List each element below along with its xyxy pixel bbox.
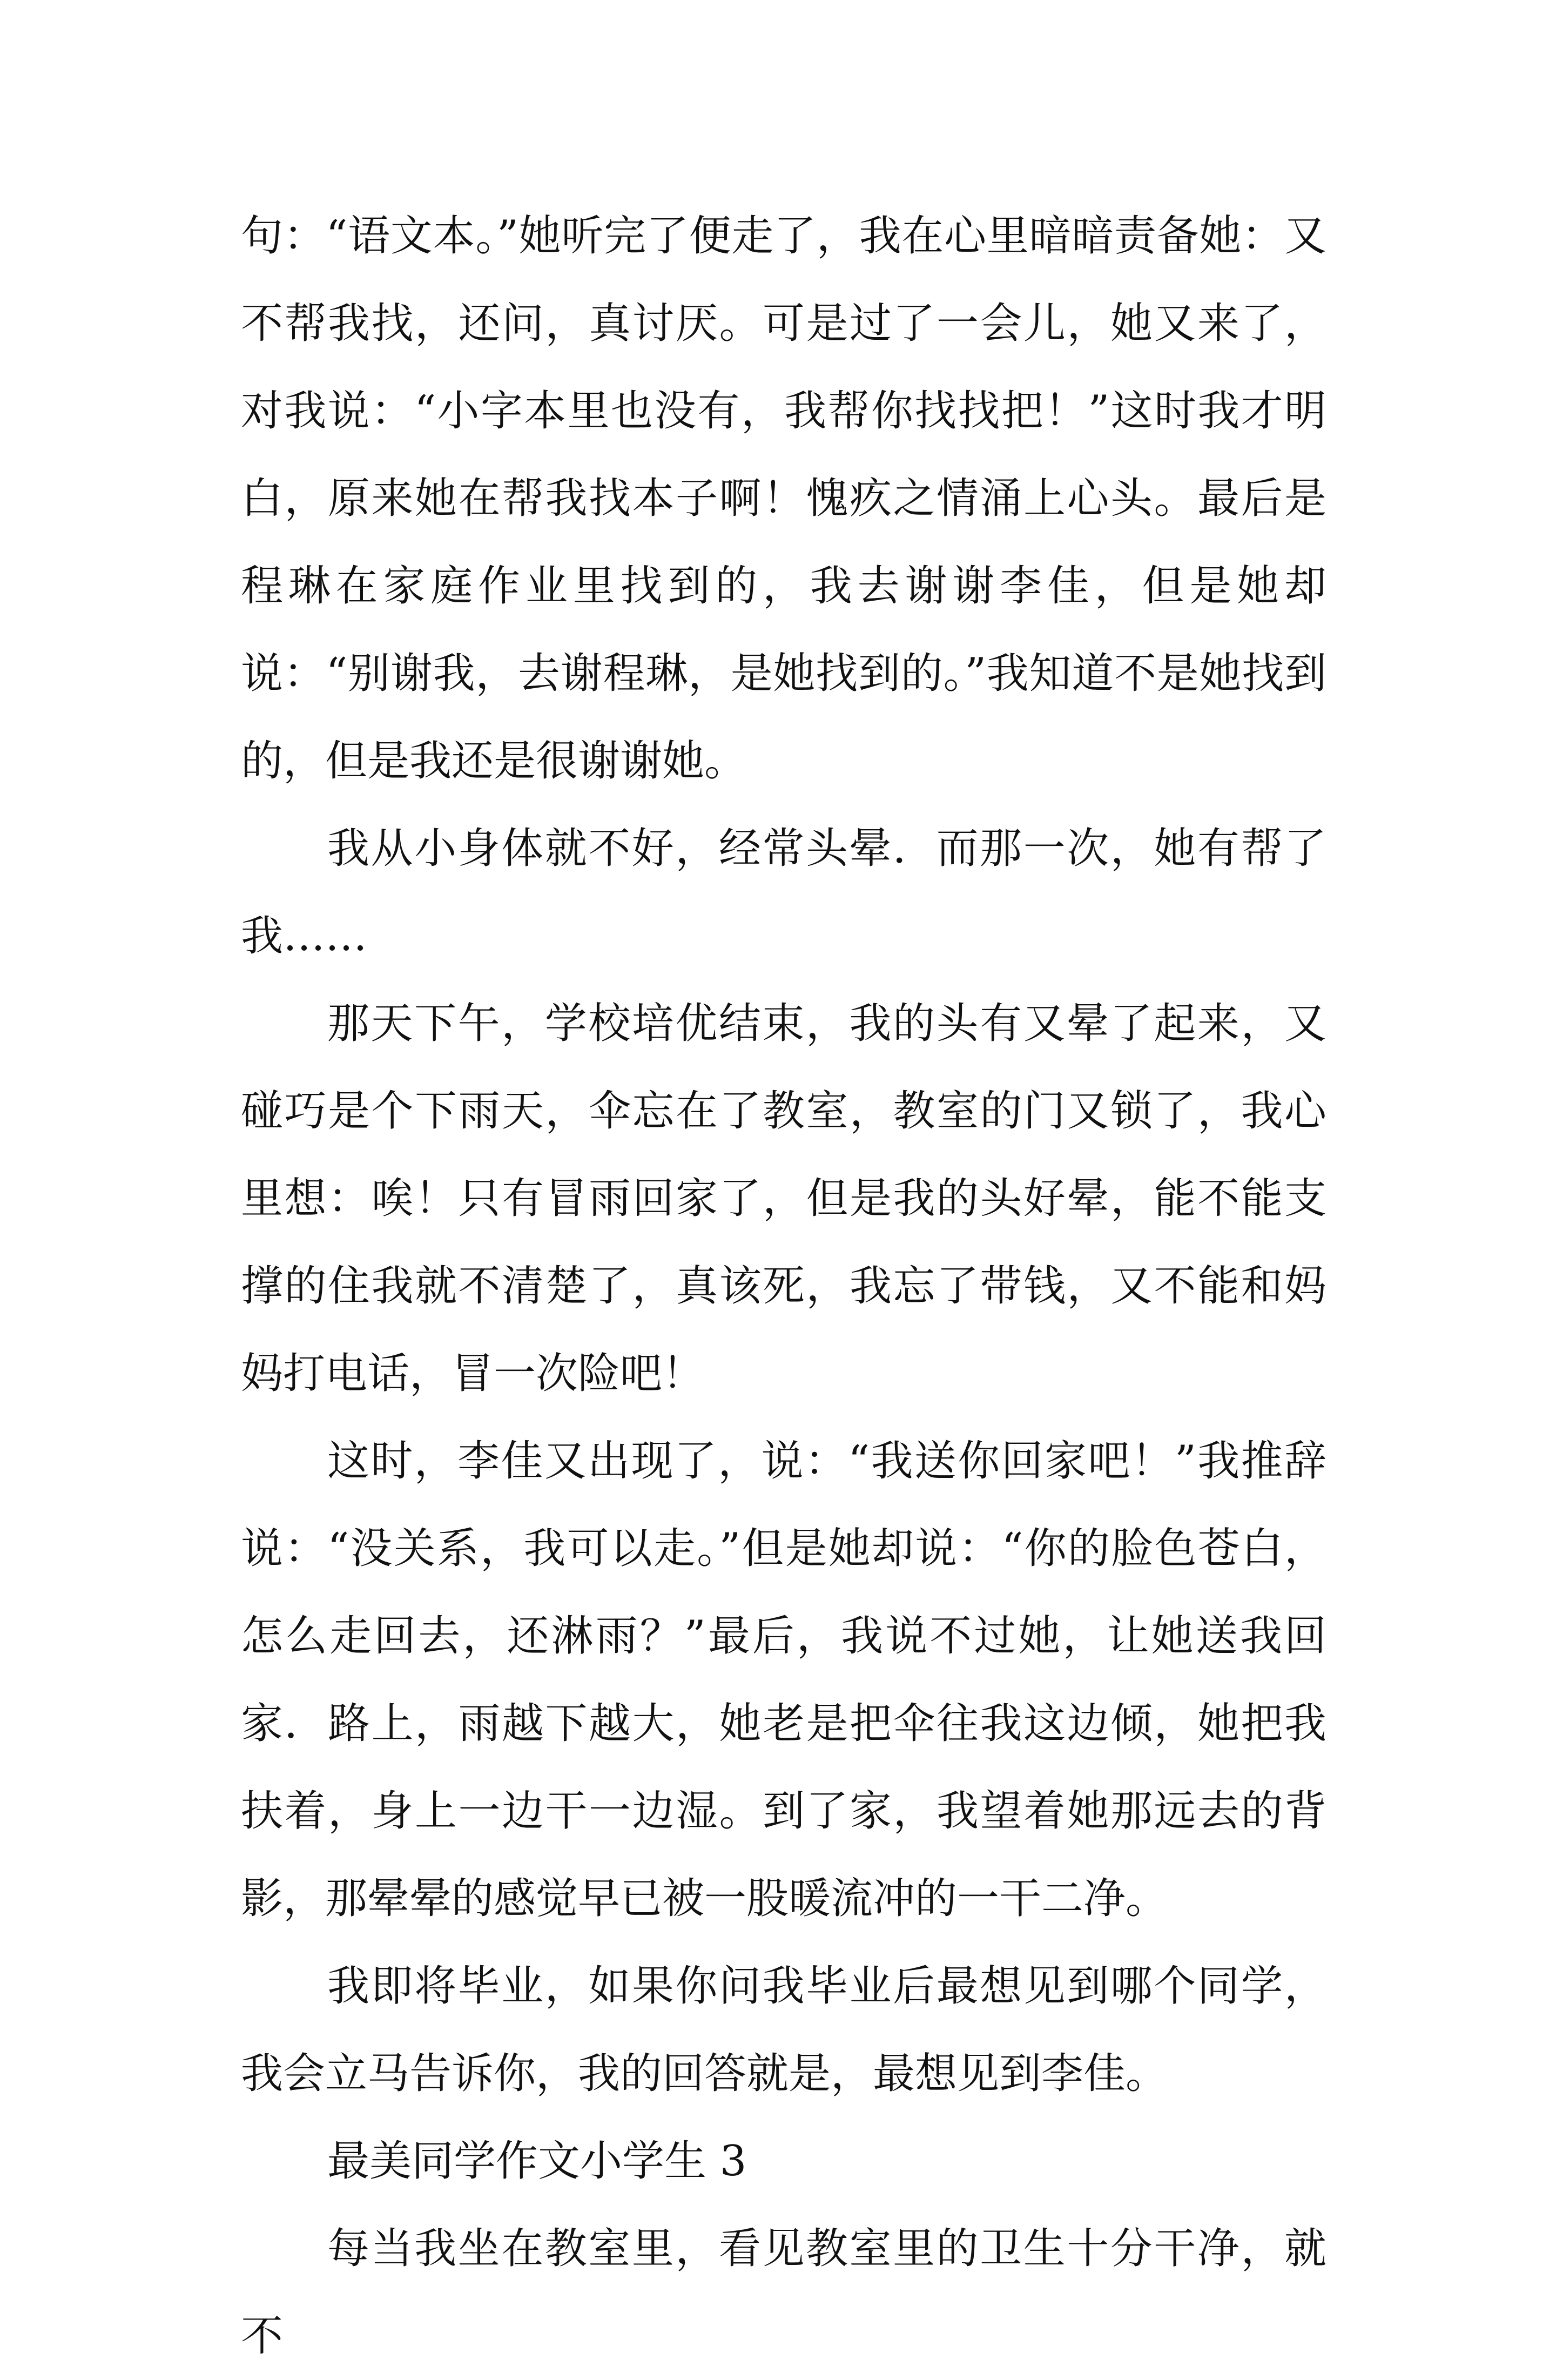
document-body [241, 192, 1326, 2380]
paragraph-continuation: 句：“语文本。”她听完了便走了，我在心里暗暗责备她：又不帮我找，还问，真讨厌。可是过了一会儿，她又来了，对我说：“小字本里也没有，我帮你找找把！”这时我才明白，原来她在帮我找本子啊！愧疚之情涌上心头。最后是程琳在家庭作业里找到的，我去谢谢李佳，但是她却说：“别谢我，去谢程琳，是她找到的。”我知道不是她找到的，但是我还是很谢谢她。 [241, 212, 1326, 785]
section-title: 最美同学作文小学生 3 [327, 2137, 747, 2186]
paragraph-walk-home: 这时，李佳又出现了，说：“我送你回家吧！”我推辞说：“没关系，我可以走。”但是她却说：“你的脸色苍白，怎么走回去，还淋雨？”最后，我说不过她，让她送我回家．路上，雨越下越大，她老是把伞往我这边倾，她把我扶着，身上一边干一边湿。到了家，我望着她那远去的背影，那晕晕的感觉早已被一股暖流冲的一干二净。 [241, 1437, 1326, 1923]
paragraph-graduation: 我即将毕业，如果你问我毕业后最想见到哪个同学，我会立马告诉你，我的回答就是，最想见到李佳。 [241, 1962, 1326, 2098]
paragraph-dizzy-intro: 我从小身体就不好，经常头晕．而那一次，她有帮了我…… [241, 824, 1326, 960]
paragraph-classroom-start: 每当我坐在教室里，看见教室里的卫生十分干净，就不 [241, 2224, 1326, 2361]
paragraph-rainy-afternoon: 那天下午，学校培优结束，我的头有又晕了起来，又碰巧是个下雨天，伞忘在了教室，教室的门又锁了，我心里想：唉！只有冒雨回家了，但是我的头好晕，能不能支撑的住我就不清楚了，真该死，我忘了带钱，又不能和妈妈打电话，冒一次险吧！ [241, 999, 1326, 1398]
